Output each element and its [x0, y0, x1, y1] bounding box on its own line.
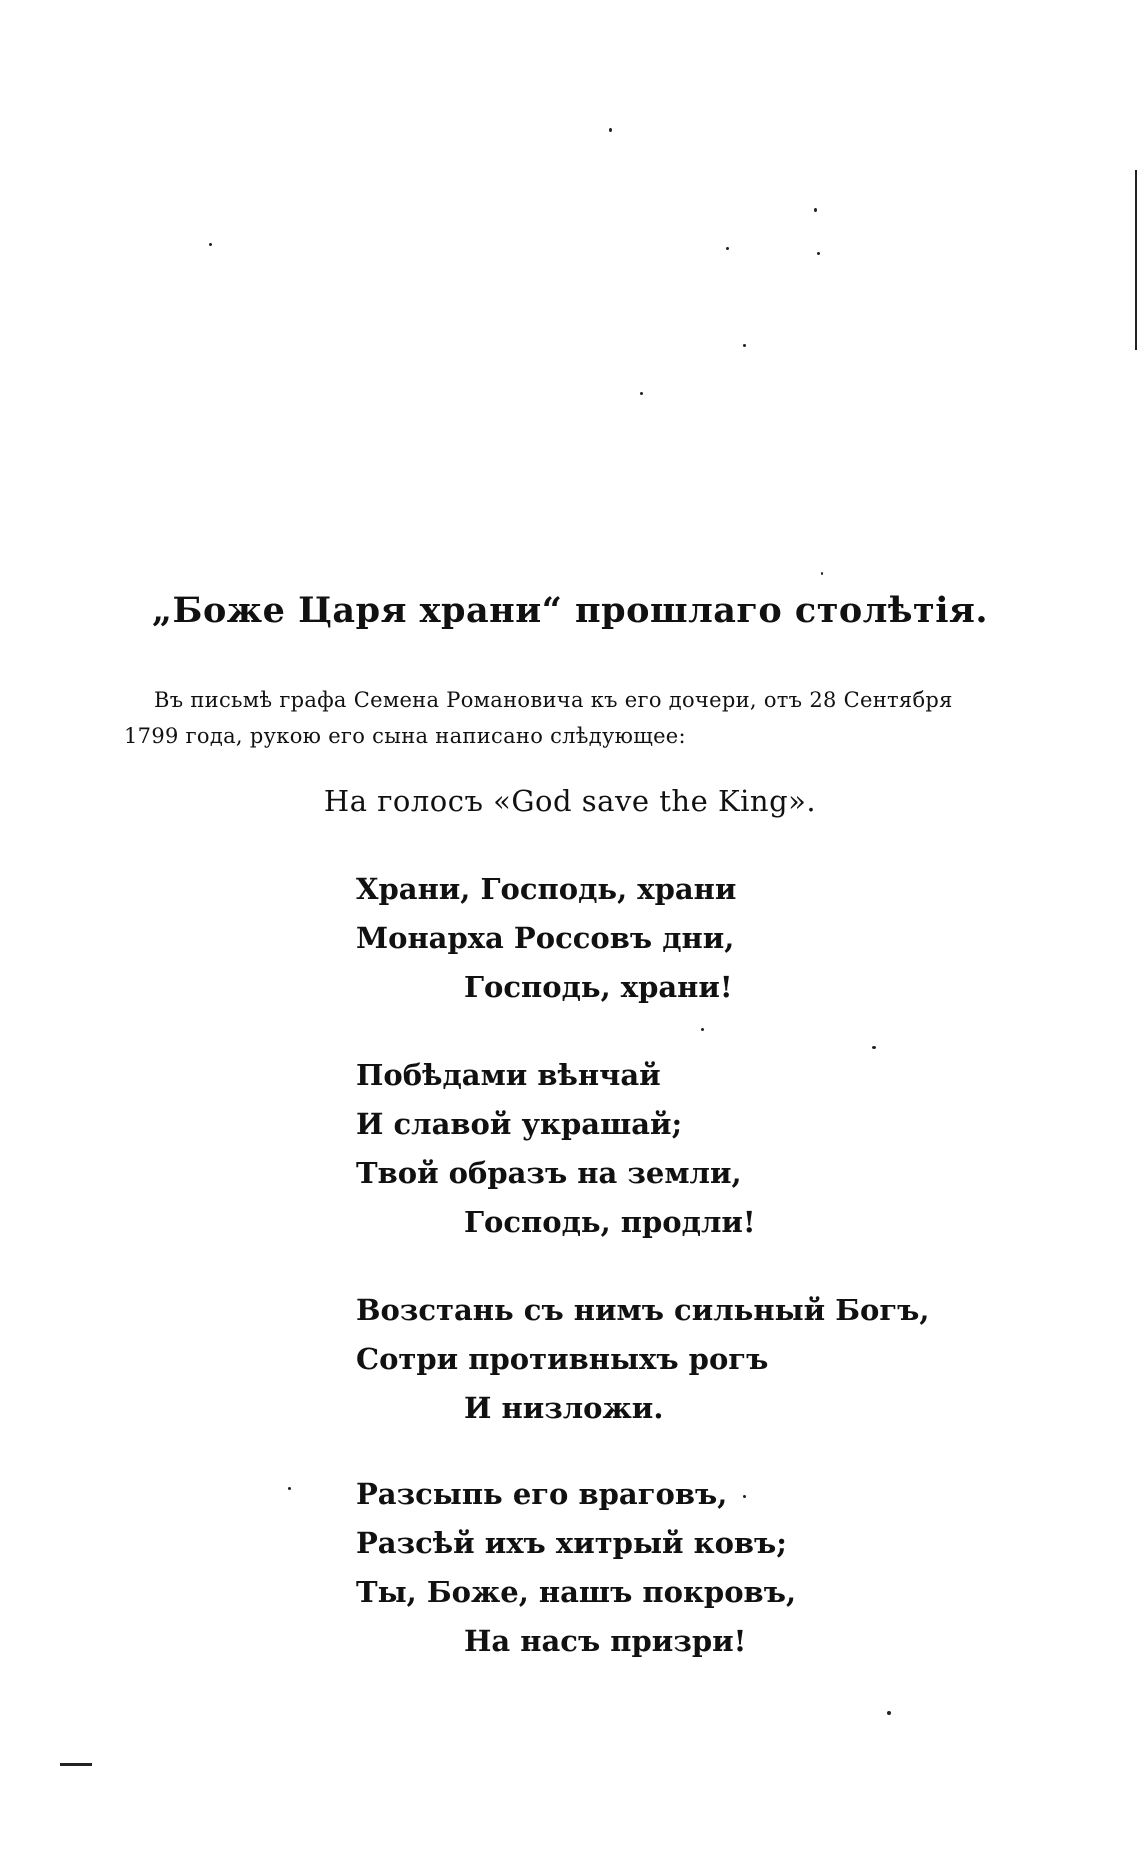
- intro-paragraph: [124, 682, 1074, 754]
- scan-edge-line: [1135, 170, 1137, 350]
- intro-line-1: Въ письмѣ графа Семена Романовича къ его дочери, отъ 28 Сентября: [154, 688, 953, 712]
- verse-line: Возстань съ нимъ сильный Богъ,: [356, 1293, 930, 1327]
- scan-speck: [609, 128, 612, 132]
- verse-line: Храни, Господь, храни: [356, 872, 737, 906]
- poem-title: „Боже Царя храни“ прошлаго столѣтія.: [151, 590, 989, 631]
- verse-line: И славой украшай;: [356, 1107, 683, 1141]
- verse-line: Разсѣй ихъ хитрый ковъ;: [356, 1526, 788, 1560]
- scan-speck: [743, 1495, 746, 1498]
- verse-line: Сотри противныхъ рогъ: [356, 1342, 769, 1376]
- verse-refrain: И низложи.: [464, 1391, 664, 1425]
- scan-speck: [726, 247, 729, 250]
- scan-speck: [701, 1028, 704, 1031]
- scan-speck: [872, 1046, 876, 1049]
- scan-speck: [817, 252, 820, 255]
- scan-speck: [288, 1487, 291, 1490]
- verse-line: Разсыпь его враговъ,: [356, 1477, 728, 1511]
- verse-line: Монарха Россовъ дни,: [356, 921, 735, 955]
- stanza-1: [356, 865, 736, 1012]
- verse-refrain: Господь, продли!: [464, 1205, 756, 1239]
- verse-line: Побѣдами вѣнчай: [356, 1058, 661, 1092]
- intro-line-2: 1799 года, рукою его сына написано слѣдующее:: [124, 724, 686, 748]
- scan-speck: [887, 1711, 891, 1715]
- scan-speck: [640, 392, 643, 395]
- stanza-3: [356, 1286, 930, 1433]
- scan-speck: [814, 208, 817, 212]
- scan-speck: [743, 344, 746, 347]
- verse-refrain: Господь, храни!: [464, 970, 733, 1004]
- stanza-4: [356, 1470, 796, 1666]
- scan-speck: [821, 572, 823, 575]
- scan-speck: [209, 243, 212, 246]
- scan-dash-mark: [60, 1763, 92, 1766]
- verse-refrain: На насъ призри!: [464, 1624, 747, 1658]
- verse-line: Твой образъ на земли,: [356, 1156, 742, 1190]
- verse-line: Ты, Боже, нашъ покровъ,: [356, 1575, 797, 1609]
- stanza-2: [356, 1051, 756, 1247]
- tune-heading: На голосъ «God save the King».: [323, 784, 817, 818]
